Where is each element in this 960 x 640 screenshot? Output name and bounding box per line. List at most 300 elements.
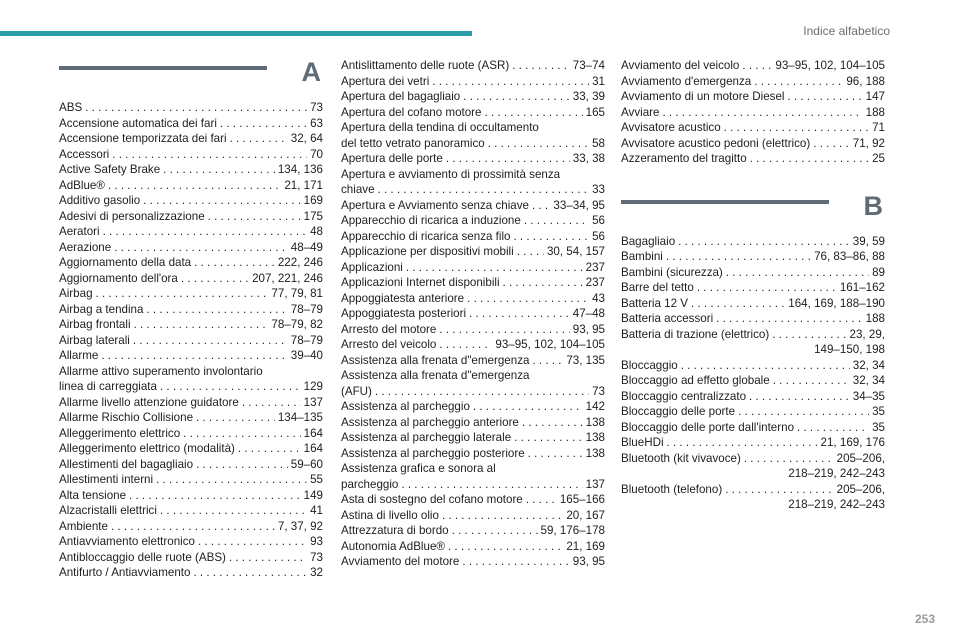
- index-entry-line: [341, 477, 605, 493]
- index-entry-line: [59, 534, 323, 550]
- index-entry: [341, 554, 605, 570]
- entry-term: Aeratori: [59, 225, 100, 238]
- index-entry-line: [59, 379, 323, 395]
- entry-term: Aggiornamento dell'ora: [59, 271, 178, 285]
- index-entry-line: [621, 74, 885, 90]
- index-entry-line: [341, 58, 605, 74]
- entry-pages: 48–49: [290, 240, 323, 254]
- entry-term: Aerazione: [59, 240, 112, 254]
- entry-term: Apertura e avviamento di prossimità senza: [341, 167, 561, 181]
- dot-leader: [666, 249, 811, 265]
- index-entry-line: [621, 404, 885, 420]
- entry-term: Barre del tetto: [621, 281, 694, 294]
- entry-pages: 33, 39: [572, 90, 605, 103]
- index-entry: [59, 410, 323, 426]
- index-entry: [59, 271, 323, 287]
- index-entry-line: [621, 296, 885, 312]
- index-entry-line: [621, 105, 885, 121]
- index-entry: [341, 368, 605, 399]
- entry-pages: 93–95, 102, 104–105: [775, 59, 885, 72]
- entry-term: Bloccaggio centralizzato: [621, 389, 747, 403]
- dot-leader: [754, 74, 843, 90]
- index-entry-line: [341, 213, 605, 229]
- index-entry: [341, 275, 605, 291]
- entry-pages: 39, 59: [852, 234, 885, 248]
- index-entry-line: [341, 384, 605, 400]
- entry-pages: 188: [865, 105, 885, 119]
- entry-pages: 142: [585, 400, 605, 413]
- dot-leader: [503, 275, 583, 291]
- index-entry: [621, 265, 885, 281]
- index-entry-line: [341, 275, 605, 291]
- entry-term: Avviamento di un motore Diesel: [621, 90, 785, 103]
- entry-pages: 59, 176–178: [540, 524, 605, 537]
- index-entry: [59, 503, 323, 519]
- dot-leader: [238, 441, 301, 457]
- index-entry: [621, 482, 885, 513]
- entry-pages: 33: [592, 183, 605, 196]
- dot-leader: [194, 255, 275, 271]
- index-entry: [621, 136, 885, 152]
- index-entry-list: [621, 58, 885, 167]
- dot-leader: [797, 420, 869, 436]
- entry-pages: 134, 136: [277, 163, 323, 176]
- entry-term: Bambini (sicurezza): [621, 265, 723, 279]
- dot-leader: [143, 193, 300, 209]
- index-entry-line: [341, 74, 605, 90]
- dot-leader: [193, 565, 307, 581]
- index-entry: [621, 74, 885, 90]
- entry-pages: 56: [592, 214, 605, 227]
- index-entry: [341, 58, 605, 74]
- entry-term: Allarme livello attenzione guidatore: [59, 395, 239, 409]
- index-entry-line: [59, 317, 323, 333]
- index-entry-line: [621, 58, 885, 74]
- entry-pages: 147: [865, 90, 885, 103]
- index-entry: [341, 105, 605, 121]
- entry-term: Apparecchio di ricarica a induzione: [341, 214, 521, 227]
- header-title: Indice alfabetico: [803, 24, 890, 38]
- index-entry: [621, 151, 885, 167]
- index-entry-line: [621, 497, 885, 513]
- dot-leader: [208, 209, 301, 225]
- dot-leader: [473, 399, 583, 415]
- entry-term: AdBlue®: [59, 178, 105, 192]
- entry-pages: 35: [872, 405, 885, 418]
- dot-leader: [517, 244, 544, 260]
- dot-leader: [111, 519, 275, 535]
- index-entry-line: [59, 395, 323, 411]
- index-column-3: [621, 58, 885, 513]
- entry-term: (AFU): [341, 384, 372, 398]
- index-entry-list: [621, 234, 885, 513]
- dot-leader: [528, 446, 583, 462]
- index-entry-line: [341, 415, 605, 431]
- index-entry-line: [621, 342, 885, 358]
- section-header-a: [59, 58, 323, 100]
- entry-pages: 73: [310, 101, 323, 114]
- entry-term: Avviamento d'emergenza: [621, 74, 752, 88]
- entry-pages: 32, 34: [852, 374, 885, 387]
- dot-leader: [532, 353, 563, 369]
- dot-leader: [467, 291, 589, 307]
- index-entry: [341, 229, 605, 245]
- index-entry: [341, 244, 605, 260]
- dot-leader: [401, 477, 582, 493]
- entry-pages: 20, 167: [566, 508, 605, 522]
- dot-leader: [439, 337, 492, 353]
- entry-pages: 71, 92: [852, 136, 885, 150]
- entry-term: Airbag laterali: [59, 333, 130, 347]
- entry-term: Alzacristalli elettrici: [59, 504, 157, 517]
- dot-leader: [129, 488, 301, 504]
- dot-leader: [813, 136, 850, 152]
- entry-pages: 33, 38: [572, 152, 605, 165]
- dot-leader: [196, 457, 288, 473]
- entry-term: Bloccaggio delle porte: [621, 405, 736, 418]
- entry-pages: 164: [303, 442, 323, 455]
- index-entry-line: [341, 229, 605, 245]
- index-entry: [59, 457, 323, 473]
- entry-term: Appoggiatesta posteriori: [341, 307, 467, 320]
- entry-term: Assistenza alla frenata d"emergenza: [341, 369, 530, 382]
- index-entry-line: [59, 348, 323, 364]
- index-entry-line: [621, 451, 885, 467]
- entry-term: Applicazioni Internet disponibili: [341, 276, 500, 289]
- index-entry-line: [59, 162, 323, 178]
- index-entry: [59, 147, 323, 163]
- entry-term: Antifurto / Antiavviamento: [59, 566, 191, 579]
- index-entry: [621, 105, 885, 121]
- index-entry: [341, 306, 605, 322]
- entry-pages: 73: [310, 550, 323, 564]
- entry-pages: 93–95, 102, 104–105: [495, 338, 605, 351]
- entry-term: Astina di livello olio: [341, 508, 439, 522]
- index-entry: [621, 89, 885, 105]
- index-entry-line: [621, 389, 885, 405]
- entry-term: Avviare: [621, 105, 660, 119]
- entry-term: Assistenza al parcheggio anteriore: [341, 415, 519, 429]
- entry-term: Assistenza alla frenata d"emergenza: [341, 353, 530, 367]
- entry-pages: 138: [585, 415, 605, 429]
- entry-pages: 93: [310, 535, 323, 548]
- dot-leader: [463, 89, 570, 105]
- entry-term: Allarme: [59, 349, 99, 362]
- dot-leader: [772, 327, 846, 343]
- dot-leader: [742, 58, 772, 74]
- entry-pages: 25: [872, 152, 885, 165]
- index-entry: [341, 446, 605, 462]
- index-entry-line: [59, 550, 323, 566]
- index-entry-line: [59, 147, 323, 163]
- entry-term: Avviamento del veicolo: [621, 59, 740, 72]
- index-entry: [341, 322, 605, 338]
- index-entry: [341, 291, 605, 307]
- entry-pages: 32: [310, 566, 323, 579]
- dot-leader: [183, 426, 301, 442]
- dot-leader: [163, 162, 275, 178]
- index-entry-line: [59, 271, 323, 287]
- index-entry: [341, 337, 605, 353]
- entry-pages: 161–162: [839, 281, 885, 294]
- dot-leader: [513, 229, 589, 245]
- entry-pages: 149–150, 198: [814, 343, 885, 356]
- dot-leader: [406, 260, 583, 276]
- dot-leader: [787, 89, 862, 105]
- entry-pages: 78–79, 82: [271, 318, 323, 331]
- index-entry: [59, 488, 323, 504]
- index-entry-line: [621, 327, 885, 343]
- index-entry: [341, 120, 605, 151]
- entry-term: Alta tensione: [59, 488, 127, 502]
- index-entry-line: [341, 322, 605, 338]
- index-entry-line: [341, 89, 605, 105]
- entry-pages: 175: [303, 209, 323, 223]
- index-entry: [59, 426, 323, 442]
- index-entry: [341, 461, 605, 492]
- index-entry: [621, 58, 885, 74]
- entry-term: Allarme attivo superamento involontario: [59, 364, 263, 378]
- entry-term: Avvisatore acustico: [621, 121, 721, 134]
- entry-pages: 137: [585, 477, 605, 491]
- entry-term: parcheggio: [341, 477, 399, 491]
- entry-pages: 59–60: [290, 457, 323, 471]
- dot-leader: [378, 182, 590, 198]
- dot-leader: [96, 286, 269, 302]
- section-letter: B: [863, 190, 883, 221]
- entry-pages: 73: [592, 384, 605, 398]
- entry-pages: 73–74: [572, 59, 605, 72]
- entry-pages: 137: [303, 395, 323, 409]
- index-entry-line: [621, 435, 885, 451]
- index-entry-line: [341, 306, 605, 322]
- dot-leader: [229, 550, 307, 566]
- index-entry-line: [341, 105, 605, 121]
- index-entry: [621, 435, 885, 451]
- entry-pages: 63: [310, 116, 323, 130]
- dot-leader: [469, 306, 570, 322]
- section-letter: A: [301, 57, 321, 87]
- index-entry-line: [621, 234, 885, 250]
- entry-term: Allestimenti del bagagliaio: [59, 457, 194, 471]
- index-entry-line: [621, 420, 885, 436]
- entry-pages: 205–206,: [836, 451, 885, 465]
- entry-pages: 71: [872, 121, 885, 134]
- entry-pages: 93, 95: [572, 555, 605, 568]
- index-entry-line: [341, 244, 605, 260]
- section-divider: [59, 66, 267, 70]
- index-entry-line: [621, 482, 885, 498]
- dot-leader: [532, 198, 550, 214]
- index-entry-line: [621, 151, 885, 167]
- dot-leader: [112, 147, 307, 163]
- entry-term: Assistenza grafica e sonora al: [341, 462, 496, 475]
- entry-term: Aggiornamento della data: [59, 256, 192, 269]
- dot-leader: [133, 333, 288, 349]
- entry-pages: 134–135: [277, 411, 323, 424]
- index-entry: [621, 249, 885, 265]
- entry-term: Allestimenti interni: [59, 473, 154, 486]
- entry-pages: 55: [310, 473, 323, 486]
- entry-term: Bloccaggio ad effetto globale: [621, 374, 770, 387]
- entry-term: Batteria accessori: [621, 312, 714, 325]
- index-entry: [621, 327, 885, 358]
- index-entry: [621, 373, 885, 389]
- index-entry: [621, 358, 885, 374]
- entry-term: Bluetooth (kit vivavoce): [621, 451, 741, 465]
- index-entry: [621, 389, 885, 405]
- index-entry-line: [59, 457, 323, 473]
- entry-term: Bloccaggio delle porte dall'interno: [621, 420, 795, 434]
- entry-term: Batteria di trazione (elettrico): [621, 327, 770, 341]
- index-entry: [621, 120, 885, 136]
- entry-term: Applicazioni: [341, 260, 403, 274]
- entry-term: Alleggerimento elettrico (modalità): [59, 442, 235, 455]
- entry-pages: 7, 37, 92: [277, 519, 323, 533]
- index-entry: [341, 74, 605, 90]
- entry-term: Airbag: [59, 287, 93, 300]
- entry-pages: 129: [303, 380, 323, 393]
- dot-leader: [662, 105, 862, 121]
- entry-pages: 33–34, 95: [553, 198, 605, 212]
- dot-leader: [726, 265, 869, 281]
- index-entry-line: [341, 353, 605, 369]
- entry-pages: 149: [303, 488, 323, 502]
- index-entry-line: [341, 368, 605, 384]
- entry-term: Apparecchio di ricarica senza filo: [341, 229, 511, 243]
- index-entry: [59, 255, 323, 271]
- entry-pages: 21, 169, 176: [820, 436, 885, 449]
- entry-term: Attrezzatura di bordo: [341, 524, 449, 537]
- entry-pages: 30, 54, 157: [546, 245, 605, 258]
- dot-leader: [691, 296, 785, 312]
- entry-term: Additivo gasolio: [59, 194, 141, 207]
- entry-pages: 237: [585, 276, 605, 289]
- entry-term: Apertura del cofano motore: [341, 105, 482, 119]
- header-accent-bar: [0, 31, 472, 36]
- entry-term: Ambiente: [59, 519, 108, 533]
- index-entry-line: [59, 441, 323, 457]
- entry-term: Bagagliaio: [621, 234, 676, 248]
- index-entry: [341, 198, 605, 214]
- entry-term: Avvisatore acustico pedoni (elettrico): [621, 136, 811, 150]
- index-entry-line: [341, 260, 605, 276]
- index-entry: [341, 492, 605, 508]
- entry-pages: 218–219, 242–243: [788, 498, 885, 511]
- index-entry: [59, 302, 323, 318]
- entry-term: Apertura delle porte: [341, 152, 443, 165]
- dot-leader: [375, 384, 589, 400]
- dot-leader: [85, 100, 307, 116]
- dot-leader: [452, 523, 538, 539]
- dot-leader: [681, 358, 850, 374]
- entry-term: Apertura dei vetri: [341, 74, 430, 88]
- entry-term: Arresto del veicolo: [341, 338, 437, 351]
- dot-leader: [526, 492, 557, 508]
- index-entry: [59, 209, 323, 225]
- index-entry: [59, 116, 323, 132]
- entry-pages: 138: [585, 446, 605, 460]
- index-column-1: [59, 58, 323, 581]
- entry-pages: 93, 95: [572, 322, 605, 336]
- dot-leader: [220, 116, 307, 132]
- dot-leader: [103, 224, 307, 240]
- dot-leader: [514, 430, 583, 446]
- dot-leader: [524, 213, 589, 229]
- entry-pages: 78–79: [290, 333, 323, 347]
- dot-leader: [697, 280, 837, 296]
- entry-pages: 47–48: [572, 307, 605, 320]
- index-entry: [59, 519, 323, 535]
- index-entry-line: [341, 461, 605, 477]
- dot-leader: [448, 539, 563, 555]
- entry-term: Bloccaggio: [621, 358, 678, 372]
- dot-leader: [462, 554, 569, 570]
- index-entry: [341, 260, 605, 276]
- entry-pages: 21, 171: [284, 178, 323, 192]
- index-entry-line: [59, 286, 323, 302]
- index-entry: [341, 151, 605, 167]
- index-entry-line: [621, 249, 885, 265]
- dot-leader: [678, 234, 850, 250]
- index-entry: [341, 353, 605, 369]
- index-entry: [59, 333, 323, 349]
- index-entry: [341, 213, 605, 229]
- entry-term: Active Safety Brake: [59, 163, 161, 176]
- entry-pages: 96, 188: [846, 74, 885, 88]
- dot-leader: [744, 451, 834, 467]
- index-entry: [59, 178, 323, 194]
- index-entry-line: [59, 503, 323, 519]
- index-entry: [621, 311, 885, 327]
- entry-term: ABS: [59, 101, 83, 114]
- entry-term: Assistenza al parcheggio laterale: [341, 431, 512, 444]
- dot-leader: [716, 311, 863, 327]
- entry-term: Accensione automatica dei fari: [59, 116, 217, 130]
- entry-pages: 165: [585, 105, 605, 119]
- index-entry-line: [59, 255, 323, 271]
- entry-pages: 188: [865, 312, 885, 325]
- index-entry-line: [59, 224, 323, 240]
- dot-leader: [512, 58, 570, 74]
- entry-pages: 207, 221, 246: [252, 271, 323, 285]
- entry-pages: 73, 135: [566, 353, 605, 367]
- entry-term: Antibloccaggio delle ruote (ABS): [59, 550, 226, 564]
- entry-term: Batteria 12 V: [621, 296, 689, 310]
- index-entry: [621, 234, 885, 250]
- index-entry: [341, 508, 605, 524]
- dot-leader: [134, 317, 269, 333]
- index-entry: [621, 296, 885, 312]
- index-entry-list: [341, 58, 605, 570]
- dot-leader: [146, 302, 287, 318]
- index-entry: [59, 472, 323, 488]
- entry-term: linea di carreggiata: [59, 380, 157, 393]
- entry-term: Alleggerimento elettrico: [59, 426, 181, 440]
- index-entry-line: [59, 100, 323, 116]
- entry-pages: 222, 246: [277, 256, 323, 269]
- index-entry-line: [341, 523, 605, 539]
- entry-pages: 32, 34: [852, 358, 885, 372]
- entry-pages: 48: [310, 225, 323, 238]
- entry-pages: 237: [585, 260, 605, 274]
- index-entry: [59, 224, 323, 240]
- dot-leader: [750, 151, 869, 167]
- index-entry-line: [59, 240, 323, 256]
- dot-leader: [101, 348, 287, 364]
- entry-term: Applicazione per dispositivi mobili: [341, 245, 514, 258]
- entry-term: Airbag a tendina: [59, 302, 144, 316]
